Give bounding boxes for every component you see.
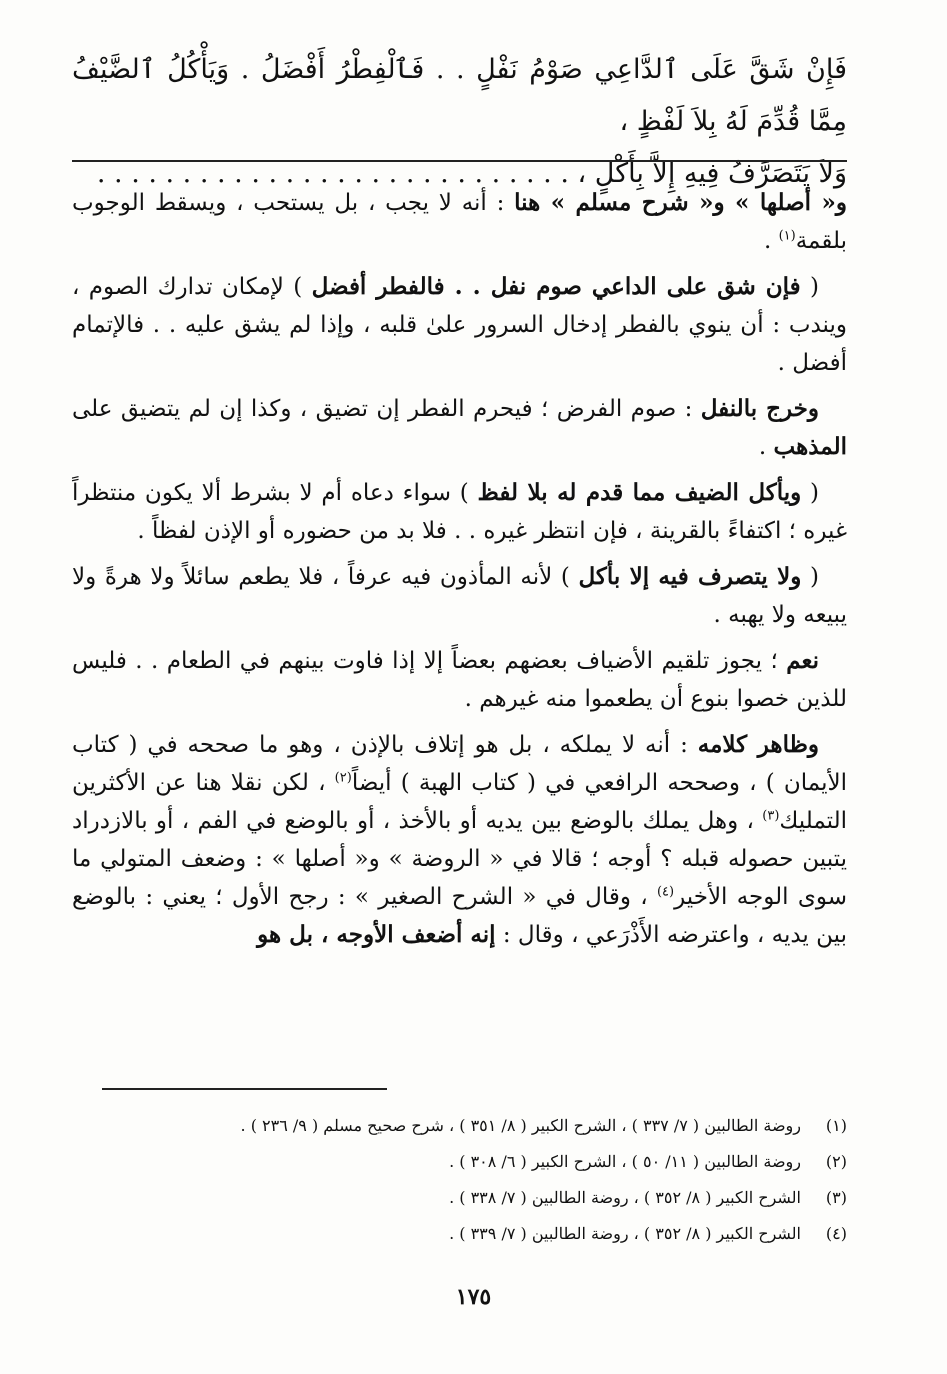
sharh-paragraph-5 (72, 558, 847, 634)
text-run: : أنه لا يملكه ، بل هو إتلاف بالإذن ، وهو ما صححه في ( كتاب الأيمان ) ، وصححه الرافعي في ( كتاب الهبة ) أيضاً (72, 732, 847, 796)
sharh-paragraph-3 (72, 390, 847, 466)
text-run: ) لأنه المأذون فيه عرفاً ، فلا يطعم سائلاً ولا هرةً ولا يبيعه ولا يهبه . (72, 564, 847, 628)
sharh-paragraph-6 (72, 642, 847, 718)
text-run: ( (800, 274, 819, 300)
footnote-text: روضة الطالبين ( ٧/ ٣٣٧ ) ، الشرح الكبير ( ٨/ ٣٥١ ) ، شرح صحيح مسلم ( ٩/ ٢٣٦ ) . (240, 1116, 801, 1135)
bold-phrase: إنه أضعف الأوجه ، بل هو (257, 921, 496, 948)
text-run: ، وقال في « الشرح الصغير » : رجح الأول ؛ يعني : بالوضع بين يديه ، واعترضه الأَذْرَعي ، وقال : (72, 884, 847, 948)
footnote-number: (٣) (825, 1188, 847, 1207)
sharh-paragraph-4 (72, 474, 847, 550)
footnote-number: (٢) (825, 1152, 847, 1171)
page-number: ١٧٥ (455, 1284, 492, 1310)
text-run: ، وهل يملك بالوضع بين يديه أو بالأخذ ، أو بالوضع في الفم ، أو بالازدراد يتبين حصوله قبله ؟ أوجه ؛ قالا في « الروضة » و« أصلها » : وضعف المتولي ما سوى الوجه الأخير (72, 808, 847, 910)
bold-phrase: نعم (786, 647, 819, 674)
bold-phrase: ولا يتصرف فيه إلا بأكل (578, 563, 802, 590)
text-run: ( (801, 564, 819, 590)
sharh-paragraph-1 (72, 184, 847, 260)
bold-phrase: ويأكل الضيف مما قدم له بلا لفظ (477, 479, 802, 506)
bold-phrase: و« أصلها » و« شرح مسلم » هنا (514, 189, 847, 216)
matn-line-2-text: وَلاَ يَتَصَرَّفُ فِيهِ إِلاَّ بِأَكْلٍ ، (577, 158, 847, 189)
footnote-ref-2[interactable]: (٢) (334, 770, 352, 786)
footnote-text: الشرح الكبير ( ٨/ ٣٥٢ ) ، روضة الطالبين ( ٧/ ٣٣٨ ) . (449, 1188, 801, 1207)
text-run: . (763, 228, 779, 254)
matn-text (72, 44, 847, 200)
footnote-ref-3[interactable]: (٣) (762, 808, 780, 824)
matn-line-1: فَإِنْ شَقَّ عَلَى ٱلدَّاعِي صَوْمُ نَفْلٍ . . فَٱلْفِطْرُ أَفْضَلُ . وَيَأْكُلُ ٱلضَّيْفُ مِمَّا قُدِّمَ لَهُ بِلاَ لَفْظٍ ، (72, 54, 847, 137)
footnote-2 (72, 1144, 847, 1180)
footnote-number: (٤) (825, 1224, 847, 1243)
text-run: . (758, 434, 774, 460)
footnote-3 (72, 1180, 847, 1216)
bold-phrase: وظاهر كلامه (697, 731, 819, 758)
bold-phrase: فإن شق على الداعي صوم نفل . . فالفطر أفضل (311, 273, 801, 300)
text-run: ) لإمكان تدارك الصوم ، ويندب : أن ينوي بالفطر إدخال السرور علىٰ قلبه ، وإذا لم يشق عليه . . فالإتمام أفضل . (72, 274, 847, 376)
footnote-1 (72, 1108, 847, 1144)
text-run: ؛ يجوز تلقيم الأضياف بعضهم بعضاً إلا إذا فاوت بينهم في الطعام . . فليس للذين خصوا بنوع أن يطعموا منه غيرهم . (72, 648, 847, 712)
footnote-4 (72, 1216, 847, 1252)
bold-phrase: وخرج بالنفل (700, 395, 820, 422)
footnote-text: الشرح الكبير ( ٨/ ٣٥٢ ) ، روضة الطالبين ( ٧/ ٣٣٩ ) . (449, 1224, 801, 1243)
text-run: ) سواء دعاه أم لا بشرط ألا يكون منتظراً غيره ؛ اكتفاءً بالقرينة ، فإن انتظر غيره . . فلا بد من حضوره أو الإذن لفظاً . (72, 480, 847, 544)
footnote-ref-4[interactable]: (٤) (656, 884, 675, 900)
footnotes (72, 1108, 847, 1252)
matn-separator-rule (72, 160, 847, 162)
footnote-text: روضة الطالبين ( ١١/ ٥٠ ) ، الشرح الكبير ( ٦/ ٣٠٨ ) . (449, 1152, 801, 1171)
text-run: ، لكن نقلا هنا عن الأكثرين التمليك (72, 770, 847, 834)
matn-line-2-dots: . . . . . . . . . . . . . . . . . . . . . . . . . . . . (96, 158, 569, 189)
text-run: ( (801, 480, 819, 506)
sharh-paragraph-2 (72, 268, 847, 382)
text-run: : صوم الفرض ؛ فيحرم الفطر إن تضيق ، وكذا إن لم يتضيق على (72, 396, 701, 422)
footnote-separator-rule (102, 1088, 387, 1090)
sharh-commentary (72, 184, 847, 962)
sharh-paragraph-7 (72, 726, 847, 954)
footnote-ref-1[interactable]: (١) (778, 228, 796, 244)
footnote-number: (١) (825, 1116, 847, 1135)
text-run: : أنه لا يجب ، بل يستحب ، ويسقط الوجوب بلقمة (72, 190, 847, 254)
bold-phrase: المذهب (773, 433, 847, 460)
